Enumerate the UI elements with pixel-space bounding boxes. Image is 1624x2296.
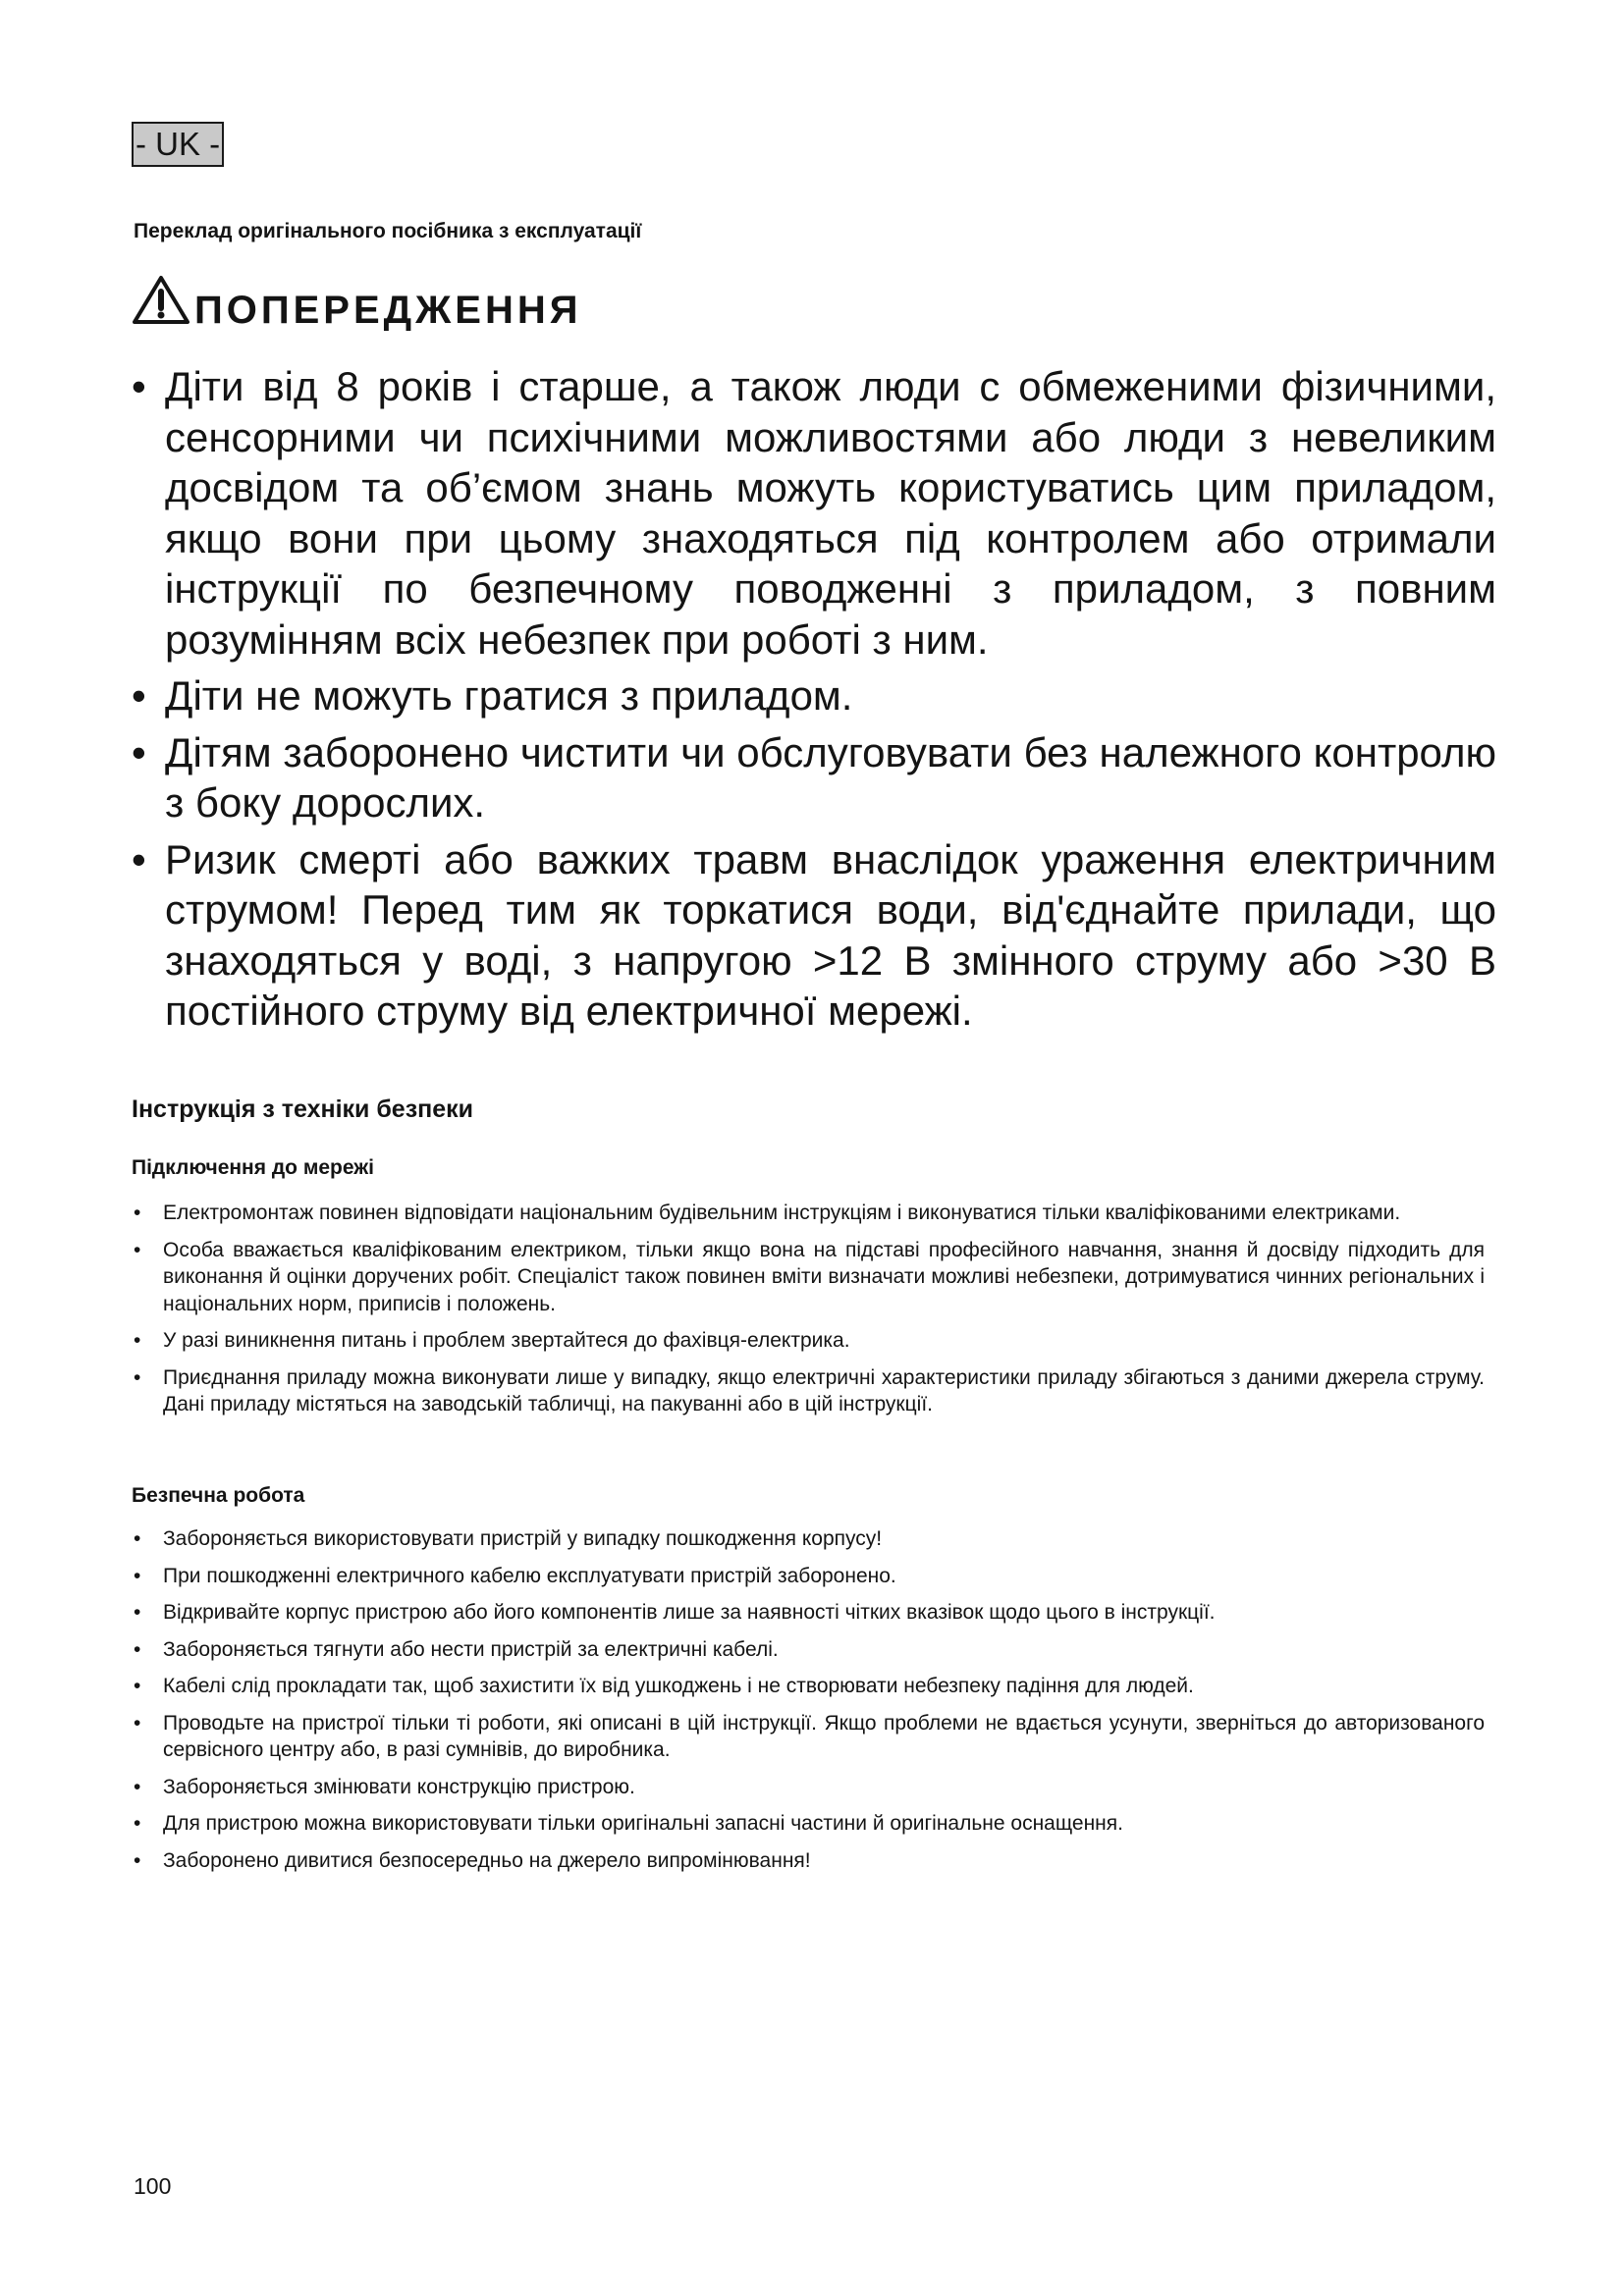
list-item: • Проводьте на пристрої тільки ті роботи, які описані в цій інструкції. Якщо проблеми не вдається усунути, зверніться до авторизованого сервісного центру або, в разі сумнівів, до виробника.	[132, 1710, 1485, 1764]
safety-section-title: Інструкція з техніки безпеки	[132, 1095, 474, 1123]
connection-list	[132, 1200, 1485, 1428]
warning-item: • Діти від 8 років і старше, а також люди с обмеженими фізичними, сенсорними чи психічними можливостями або люди з невеликим досвідом та об’ємом знань можуть користуватись цим приладом, якщо вони при цьому знаходяться під контролем або отримали інструкції по безпечному поводженні з приладом, з повним розумінням всіх небезпек при роботі з ним.	[132, 361, 1496, 665]
warning-item: • Ризик смерті або важких травм внаслідок ураження електричним струмом! Перед тим як торкатися води, від'єднайте прилади, що знаходяться у воді, з напругою >12 В змінного струму або >30 В постійного струму від електричної мережі.	[132, 834, 1496, 1037]
list-item: • Забороняється тягнути або нести пристрій за електричні кабелі.	[132, 1636, 1485, 1664]
list-item: • Заборонено дивитися безпосередньо на джерело випромінювання!	[132, 1847, 1485, 1875]
list-item: • Кабелі слід прокладати так, щоб захистити їх від ушкоджень і не створювати небезпеку падіння для людей.	[132, 1673, 1485, 1700]
operation-subsection-title: Безпечна робота	[132, 1484, 305, 1507]
warning-title: ПОПЕРЕДЖЕННЯ	[194, 289, 582, 332]
list-item: • При пошкодженні електричного кабелю експлуатувати пристрій заборонено.	[132, 1563, 1485, 1590]
warning-list	[132, 361, 1496, 1042]
list-item: • Відкривайте корпус пристрою або його компонентів лише за наявності чітких вказівок щодо цього в інструкції.	[132, 1599, 1485, 1627]
operation-list	[132, 1525, 1485, 1884]
warning-triangle-icon	[132, 275, 190, 326]
list-item: • Забороняється змінювати конструкцію пристрою.	[132, 1774, 1485, 1801]
language-badge: - UK -	[132, 122, 224, 167]
list-item: • Особа вважається кваліфікованим електриком, тільки якщо вона на підставі професійного навчання, знання й досвіду підходить для виконання й оцінки доручених робіт. Спеціаліст також повинен вміти визначати можливі небезпеки, дотримуватися чинних регіональних і національних норм, приписів і положень.	[132, 1237, 1485, 1318]
connection-subsection-title: Підключення до мережі	[132, 1156, 374, 1179]
list-item: • Приєднання приладу можна виконувати лише у випадку, якщо електричні характеристики приладу збігаються з даними джерела струму. Дані приладу містяться на заводській табличці, на пакуванні або в цій інструкції.	[132, 1364, 1485, 1418]
warning-item: • Діти не можуть гратися з приладом.	[132, 670, 1496, 721]
list-item: • Для пристрою можна використовувати тільки оригінальні запасні частини й оригінальне оснащення.	[132, 1810, 1485, 1838]
list-item: • Електромонтаж повинен відповідати національним будівельним інструкціям і виконуватися тільки кваліфікованими електриками.	[132, 1200, 1485, 1227]
warning-heading	[132, 275, 582, 332]
list-item: • У разі виникнення питань і проблем звертайтеся до фахівця-електрика.	[132, 1327, 1485, 1355]
warning-item: • Дітям заборонено чистити чи обслуговувати без належного контролю з боку дорослих.	[132, 727, 1496, 828]
page-number: 100	[134, 2173, 172, 2199]
list-item: • Забороняється використовувати пристрій у випадку пошкодження корпусу!	[132, 1525, 1485, 1553]
document-subtitle: Переклад оригінального посібника з експлуатації	[134, 220, 642, 242]
